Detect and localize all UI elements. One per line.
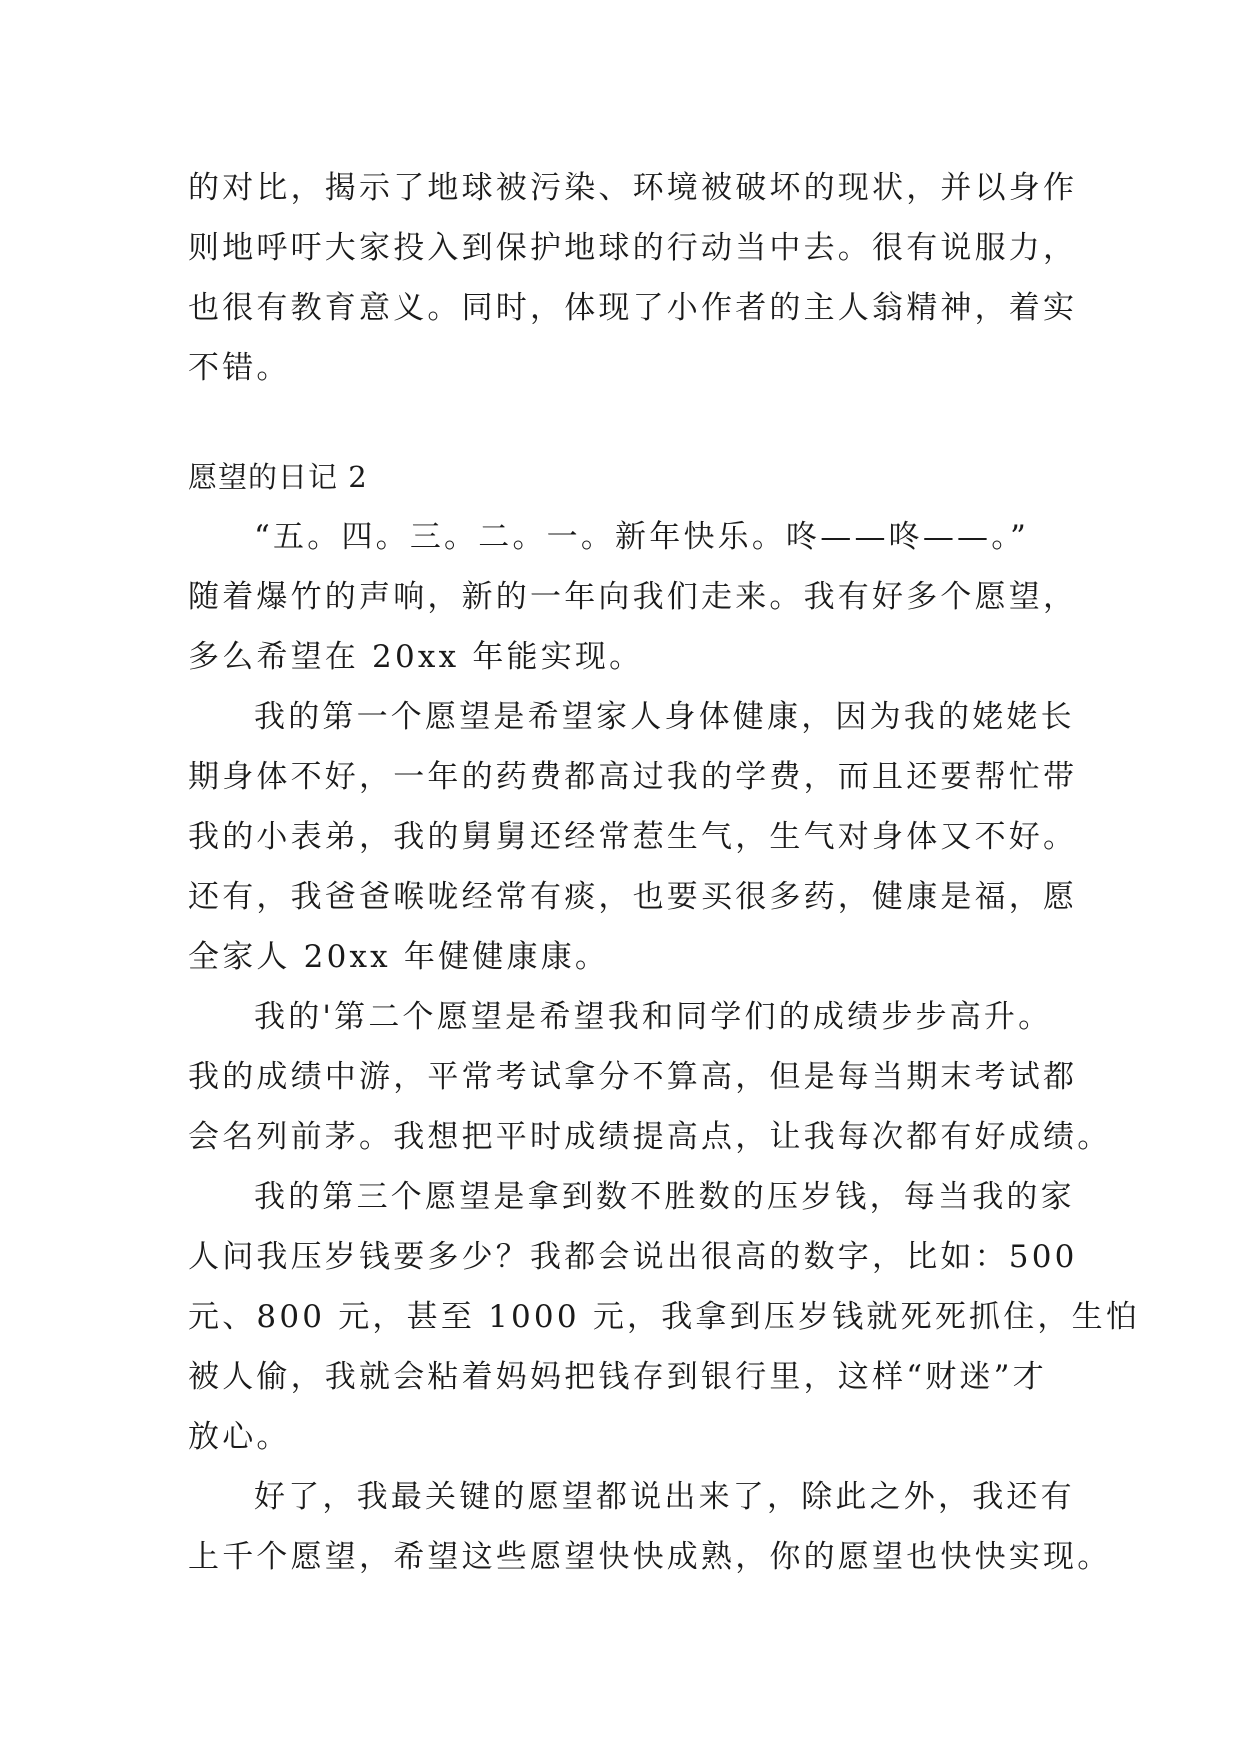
- text-line: 的对比，揭示了地球被污染、环境被破坏的现状，并以身作: [188, 170, 1078, 206]
- text-line: 也很有教育意义。同时，体现了小作者的主人翁精神，着实: [188, 290, 1078, 326]
- text-line: 被人偷，我就会粘着妈妈把钱存到银行里，这样“财迷”才: [188, 1359, 1047, 1395]
- text-line: 我的'第二个愿望是希望我和同学们的成绩步步高升。: [254, 999, 1053, 1035]
- text-line: 我的成绩中游，平常考试拿分不算高，但是每当期末考试都: [188, 1059, 1078, 1095]
- document-body: [188, 158, 1141, 1587]
- text-line: “五。四。三。二。一。新年快乐。咚——咚——。”: [254, 519, 1029, 555]
- text-line: 多么希望在 20xx 年能实现。: [188, 639, 644, 675]
- text-line: 则地呼吁大家投入到保护地球的行动当中去。很有说服力，: [188, 230, 1078, 266]
- paragraph-1: [188, 507, 1078, 687]
- section-title: 愿望的日记 2: [188, 460, 368, 494]
- text-line: 我的第一个愿望是希望家人身体健康，因为我的姥姥长: [254, 699, 1075, 735]
- text-line: 元、800 元，甚至 1000 元，我拿到压岁钱就死死抓住，生怕: [188, 1299, 1141, 1335]
- paragraph-3: [188, 987, 1112, 1167]
- intro-paragraph: [188, 158, 1078, 398]
- text-line: 我的小表弟，我的舅舅还经常惹生气，生气对身体又不好。: [188, 819, 1078, 855]
- section-gap: [188, 398, 1058, 447]
- text-line: 我的第三个愿望是拿到数不胜数的压岁钱，每当我的家: [254, 1179, 1075, 1215]
- text-line: 全家人 20xx 年健健康康。: [188, 939, 610, 975]
- text-line: 放心。: [188, 1419, 291, 1455]
- text-line: 好了，我最关键的愿望都说出来了，除此之外，我还有: [254, 1479, 1075, 1515]
- paragraph-5: [188, 1467, 1112, 1587]
- text-line: 不错。: [188, 350, 291, 386]
- text-line: 人问我压岁钱要多少？我都会说出很高的数字，比如：500: [188, 1239, 1078, 1275]
- text-line: 期身体不好，一年的药费都高过我的学费，而且还要帮忙带: [188, 759, 1078, 795]
- text-line: 会名列前茅。我想把平时成绩提高点，让我每次都有好成绩。: [188, 1119, 1112, 1155]
- text-line: 还有，我爸爸喉咙经常有痰，也要买很多药，健康是福，愿: [188, 879, 1078, 915]
- paragraph-4: [188, 1167, 1141, 1467]
- paragraph-2: [188, 687, 1078, 987]
- text-line: 上千个愿望，希望这些愿望快快成熟，你的愿望也快快实现。: [188, 1539, 1112, 1575]
- text-line: 随着爆竹的声响，新的一年向我们走来。我有好多个愿望，: [188, 579, 1078, 615]
